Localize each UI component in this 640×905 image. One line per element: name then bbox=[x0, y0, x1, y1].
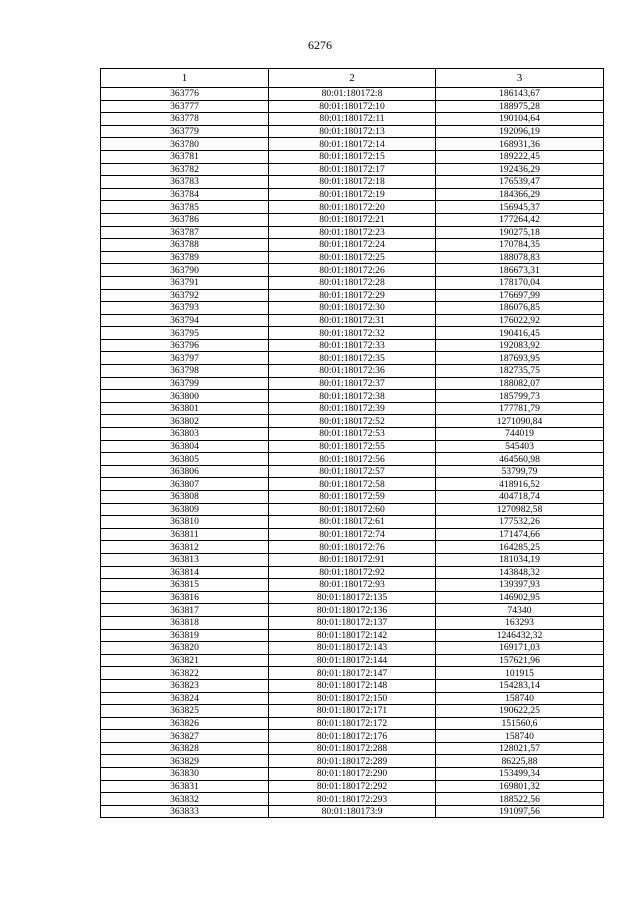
row-number-cell: 363793 bbox=[101, 302, 269, 315]
row-number-cell: 363833 bbox=[101, 805, 269, 818]
value-cell: 188522,56 bbox=[436, 793, 604, 806]
row-number-cell: 363825 bbox=[101, 705, 269, 718]
table-row bbox=[101, 780, 604, 793]
value-cell: 192436,29 bbox=[436, 163, 604, 176]
row-number-cell: 363784 bbox=[101, 188, 269, 201]
value-cell: 186673,31 bbox=[436, 264, 604, 277]
table-row bbox=[101, 793, 604, 806]
row-number-cell: 363807 bbox=[101, 478, 269, 491]
value-cell: 169171,03 bbox=[436, 642, 604, 655]
cadastral-number-cell: 80:01:180172:137 bbox=[269, 616, 436, 629]
row-number-cell: 363800 bbox=[101, 390, 269, 403]
value-cell: 188082,07 bbox=[436, 377, 604, 390]
table-row bbox=[101, 642, 604, 655]
table-row bbox=[101, 138, 604, 151]
cadastral-number-cell: 80:01:180172:35 bbox=[269, 352, 436, 365]
value-cell: 181034,19 bbox=[436, 553, 604, 566]
row-number-cell: 363806 bbox=[101, 465, 269, 478]
value-cell: 188078,83 bbox=[436, 251, 604, 264]
cadastral-number-cell: 80:01:180172:14 bbox=[269, 138, 436, 151]
value-cell: 176022,92 bbox=[436, 314, 604, 327]
cadastral-number-cell: 80:01:180172:28 bbox=[269, 276, 436, 289]
row-number-cell: 363794 bbox=[101, 314, 269, 327]
value-cell: 176697,99 bbox=[436, 289, 604, 302]
value-cell: 143848,32 bbox=[436, 566, 604, 579]
cadastral-number-cell: 80:01:180172:21 bbox=[269, 213, 436, 226]
row-number-cell: 363820 bbox=[101, 642, 269, 655]
row-number-cell: 363824 bbox=[101, 692, 269, 705]
value-cell: 184366,29 bbox=[436, 188, 604, 201]
row-number-cell: 363778 bbox=[101, 113, 269, 126]
cadastral-number-cell: 80:01:180172:142 bbox=[269, 629, 436, 642]
cadastral-number-cell: 80:01:180172:15 bbox=[269, 150, 436, 163]
value-cell: 418916,52 bbox=[436, 478, 604, 491]
value-cell: 177781,79 bbox=[436, 402, 604, 415]
table-row bbox=[101, 465, 604, 478]
row-number-cell: 363799 bbox=[101, 377, 269, 390]
table-row bbox=[101, 125, 604, 138]
cadastral-number-cell: 80:01:180172:18 bbox=[269, 176, 436, 189]
table-row bbox=[101, 251, 604, 264]
table-row bbox=[101, 616, 604, 629]
row-number-cell: 363805 bbox=[101, 453, 269, 466]
row-number-cell: 363813 bbox=[101, 553, 269, 566]
table-row bbox=[101, 314, 604, 327]
row-number-cell: 363802 bbox=[101, 415, 269, 428]
cadastral-number-cell: 80:01:180172:37 bbox=[269, 377, 436, 390]
table-row bbox=[101, 717, 604, 730]
row-number-cell: 363830 bbox=[101, 768, 269, 781]
table-row bbox=[101, 226, 604, 239]
value-cell: 171474,66 bbox=[436, 528, 604, 541]
row-number-cell: 363783 bbox=[101, 176, 269, 189]
cadastral-number-cell: 80:01:180172:176 bbox=[269, 730, 436, 743]
table-row bbox=[101, 377, 604, 390]
table-row bbox=[101, 415, 604, 428]
value-cell: 189222,45 bbox=[436, 150, 604, 163]
value-cell: 86225,88 bbox=[436, 755, 604, 768]
value-cell: 186143,67 bbox=[436, 88, 604, 101]
table-row bbox=[101, 163, 604, 176]
row-number-cell: 363822 bbox=[101, 667, 269, 680]
cadastral-number-cell: 80:01:180172:61 bbox=[269, 516, 436, 529]
row-number-cell: 363797 bbox=[101, 352, 269, 365]
row-number-cell: 363832 bbox=[101, 793, 269, 806]
cadastral-number-cell: 80:01:180172:13 bbox=[269, 125, 436, 138]
cadastral-number-cell: 80:01:180172:23 bbox=[269, 226, 436, 239]
value-cell: 192083,92 bbox=[436, 339, 604, 352]
table-row bbox=[101, 667, 604, 680]
table-row bbox=[101, 516, 604, 529]
cadastral-number-cell: 80:01:180172:290 bbox=[269, 768, 436, 781]
value-cell: 190104,64 bbox=[436, 113, 604, 126]
cadastral-number-cell: 80:01:180172:11 bbox=[269, 113, 436, 126]
table-row bbox=[101, 289, 604, 302]
value-cell: 153499,34 bbox=[436, 768, 604, 781]
cadastral-number-cell: 80:01:180172:144 bbox=[269, 654, 436, 667]
table-row bbox=[101, 629, 604, 642]
row-number-cell: 363804 bbox=[101, 440, 269, 453]
table-row bbox=[101, 705, 604, 718]
row-number-cell: 363810 bbox=[101, 516, 269, 529]
table-row bbox=[101, 541, 604, 554]
table-row bbox=[101, 365, 604, 378]
cadastral-number-cell: 80:01:180172:31 bbox=[269, 314, 436, 327]
row-number-cell: 363829 bbox=[101, 755, 269, 768]
cadastral-number-cell: 80:01:180172:38 bbox=[269, 390, 436, 403]
row-number-cell: 363780 bbox=[101, 138, 269, 151]
value-cell: 185799,73 bbox=[436, 390, 604, 403]
cadastral-number-cell: 80:01:180172:150 bbox=[269, 692, 436, 705]
value-cell: 177264,42 bbox=[436, 213, 604, 226]
row-number-cell: 363815 bbox=[101, 579, 269, 592]
value-cell: 169801,32 bbox=[436, 780, 604, 793]
value-cell: 154283,14 bbox=[436, 679, 604, 692]
column-header-2: 2 bbox=[269, 69, 436, 88]
row-number-cell: 363781 bbox=[101, 150, 269, 163]
cadastral-number-cell: 80:01:180172:19 bbox=[269, 188, 436, 201]
row-number-cell: 363823 bbox=[101, 679, 269, 692]
cadastral-number-cell: 80:01:180172:60 bbox=[269, 503, 436, 516]
table-row bbox=[101, 566, 604, 579]
value-cell: 191097,56 bbox=[436, 805, 604, 818]
table-row bbox=[101, 264, 604, 277]
table-row bbox=[101, 339, 604, 352]
page-number: 6276 bbox=[308, 38, 332, 52]
cadastral-number-cell: 80:01:180172:20 bbox=[269, 201, 436, 214]
table-body bbox=[101, 88, 604, 818]
table-row bbox=[101, 176, 604, 189]
row-number-cell: 363827 bbox=[101, 730, 269, 743]
table-row bbox=[101, 553, 604, 566]
cadastral-number-cell: 80:01:180172:26 bbox=[269, 264, 436, 277]
value-cell: 178170,04 bbox=[436, 276, 604, 289]
cadastral-number-cell: 80:01:180172:59 bbox=[269, 491, 436, 504]
value-cell: 190416,45 bbox=[436, 327, 604, 340]
row-number-cell: 363828 bbox=[101, 742, 269, 755]
cadastral-number-cell: 80:01:180172:39 bbox=[269, 402, 436, 415]
row-number-cell: 363790 bbox=[101, 264, 269, 277]
cadastral-number-cell: 80:01:180172:293 bbox=[269, 793, 436, 806]
value-cell: 176539,47 bbox=[436, 176, 604, 189]
table-row bbox=[101, 113, 604, 126]
table-row bbox=[101, 150, 604, 163]
table-row bbox=[101, 440, 604, 453]
value-cell: 545403 bbox=[436, 440, 604, 453]
value-cell: 464560,98 bbox=[436, 453, 604, 466]
table-row bbox=[101, 327, 604, 340]
cadastral-number-cell: 80:01:180172:24 bbox=[269, 239, 436, 252]
value-cell: 139397,93 bbox=[436, 579, 604, 592]
registry-table bbox=[100, 68, 604, 818]
row-number-cell: 363785 bbox=[101, 201, 269, 214]
cadastral-number-cell: 80:01:180172:32 bbox=[269, 327, 436, 340]
table-row bbox=[101, 591, 604, 604]
cadastral-number-cell: 80:01:180172:76 bbox=[269, 541, 436, 554]
value-cell: 158740 bbox=[436, 692, 604, 705]
table-row bbox=[101, 730, 604, 743]
row-number-cell: 363789 bbox=[101, 251, 269, 264]
value-cell: 158740 bbox=[436, 730, 604, 743]
table-row bbox=[101, 742, 604, 755]
table-row bbox=[101, 88, 604, 101]
cadastral-number-cell: 80:01:180172:93 bbox=[269, 579, 436, 592]
row-number-cell: 363816 bbox=[101, 591, 269, 604]
cadastral-number-cell: 80:01:180172:29 bbox=[269, 289, 436, 302]
table-row bbox=[101, 453, 604, 466]
value-cell: 170784,35 bbox=[436, 239, 604, 252]
cadastral-number-cell: 80:01:180172:8 bbox=[269, 88, 436, 101]
value-cell: 188975,28 bbox=[436, 100, 604, 113]
cadastral-number-cell: 80:01:180172:91 bbox=[269, 553, 436, 566]
row-number-cell: 363792 bbox=[101, 289, 269, 302]
value-cell: 157621,96 bbox=[436, 654, 604, 667]
row-number-cell: 363777 bbox=[101, 100, 269, 113]
cadastral-number-cell: 80:01:180172:288 bbox=[269, 742, 436, 755]
row-number-cell: 363801 bbox=[101, 402, 269, 415]
value-cell: 744019 bbox=[436, 428, 604, 441]
row-number-cell: 363819 bbox=[101, 629, 269, 642]
row-number-cell: 363776 bbox=[101, 88, 269, 101]
row-number-cell: 363798 bbox=[101, 365, 269, 378]
row-number-cell: 363796 bbox=[101, 339, 269, 352]
row-number-cell: 363812 bbox=[101, 541, 269, 554]
table-row bbox=[101, 579, 604, 592]
table-row bbox=[101, 755, 604, 768]
cadastral-number-cell: 80:01:180172:292 bbox=[269, 780, 436, 793]
value-cell: 187693,95 bbox=[436, 352, 604, 365]
value-cell: 1271090,84 bbox=[436, 415, 604, 428]
value-cell: 404718,74 bbox=[436, 491, 604, 504]
table-row bbox=[101, 528, 604, 541]
table-row bbox=[101, 604, 604, 617]
row-number-cell: 363809 bbox=[101, 503, 269, 516]
row-number-cell: 363821 bbox=[101, 654, 269, 667]
table-row bbox=[101, 768, 604, 781]
value-cell: 190622,25 bbox=[436, 705, 604, 718]
cadastral-number-cell: 80:01:180172:58 bbox=[269, 478, 436, 491]
table-row bbox=[101, 100, 604, 113]
value-cell: 190275,18 bbox=[436, 226, 604, 239]
value-cell: 192096,19 bbox=[436, 125, 604, 138]
table-header-row bbox=[101, 69, 604, 88]
value-cell: 163293 bbox=[436, 616, 604, 629]
cadastral-number-cell: 80:01:180172:172 bbox=[269, 717, 436, 730]
table-row bbox=[101, 390, 604, 403]
row-number-cell: 363814 bbox=[101, 566, 269, 579]
value-cell: 53799,79 bbox=[436, 465, 604, 478]
table-row bbox=[101, 478, 604, 491]
value-cell: 186076,85 bbox=[436, 302, 604, 315]
cadastral-number-cell: 80:01:180172:25 bbox=[269, 251, 436, 264]
cadastral-number-cell: 80:01:180172:53 bbox=[269, 428, 436, 441]
value-cell: 1270982,58 bbox=[436, 503, 604, 516]
cadastral-number-cell: 80:01:180172:289 bbox=[269, 755, 436, 768]
cadastral-number-cell: 80:01:180172:92 bbox=[269, 566, 436, 579]
row-number-cell: 363808 bbox=[101, 491, 269, 504]
cadastral-number-cell: 80:01:180172:143 bbox=[269, 642, 436, 655]
cadastral-number-cell: 80:01:180172:147 bbox=[269, 667, 436, 680]
table-row bbox=[101, 276, 604, 289]
value-cell: 1246432,32 bbox=[436, 629, 604, 642]
cadastral-number-cell: 80:01:180172:135 bbox=[269, 591, 436, 604]
cadastral-number-cell: 80:01:180172:30 bbox=[269, 302, 436, 315]
column-header-1: 1 bbox=[101, 69, 269, 88]
table-row bbox=[101, 805, 604, 818]
table-row bbox=[101, 679, 604, 692]
table-row bbox=[101, 402, 604, 415]
cadastral-number-cell: 80:01:180172:36 bbox=[269, 365, 436, 378]
value-cell: 146902,95 bbox=[436, 591, 604, 604]
row-number-cell: 363803 bbox=[101, 428, 269, 441]
table-row bbox=[101, 428, 604, 441]
row-number-cell: 363795 bbox=[101, 327, 269, 340]
value-cell: 156945,37 bbox=[436, 201, 604, 214]
value-cell: 168931,36 bbox=[436, 138, 604, 151]
value-cell: 151560,6 bbox=[436, 717, 604, 730]
row-number-cell: 363787 bbox=[101, 226, 269, 239]
value-cell: 74340 bbox=[436, 604, 604, 617]
table-row bbox=[101, 503, 604, 516]
table-row bbox=[101, 654, 604, 667]
cadastral-number-cell: 80:01:180172:57 bbox=[269, 465, 436, 478]
cadastral-number-cell: 80:01:180172:33 bbox=[269, 339, 436, 352]
row-number-cell: 363782 bbox=[101, 163, 269, 176]
row-number-cell: 363788 bbox=[101, 239, 269, 252]
row-number-cell: 363817 bbox=[101, 604, 269, 617]
table-row bbox=[101, 239, 604, 252]
row-number-cell: 363818 bbox=[101, 616, 269, 629]
cadastral-number-cell: 80:01:180172:56 bbox=[269, 453, 436, 466]
table-row bbox=[101, 491, 604, 504]
table-row bbox=[101, 188, 604, 201]
cadastral-number-cell: 80:01:180173:9 bbox=[269, 805, 436, 818]
cadastral-number-cell: 80:01:180172:148 bbox=[269, 679, 436, 692]
row-number-cell: 363791 bbox=[101, 276, 269, 289]
value-cell: 128021,57 bbox=[436, 742, 604, 755]
row-number-cell: 363779 bbox=[101, 125, 269, 138]
row-number-cell: 363831 bbox=[101, 780, 269, 793]
table-row bbox=[101, 302, 604, 315]
table-row bbox=[101, 352, 604, 365]
value-cell: 182735,75 bbox=[436, 365, 604, 378]
row-number-cell: 363811 bbox=[101, 528, 269, 541]
row-number-cell: 363826 bbox=[101, 717, 269, 730]
table-row bbox=[101, 201, 604, 214]
cadastral-number-cell: 80:01:180172:136 bbox=[269, 604, 436, 617]
table-row bbox=[101, 213, 604, 226]
column-header-3: 3 bbox=[436, 69, 604, 88]
value-cell: 177532,26 bbox=[436, 516, 604, 529]
value-cell: 164285,25 bbox=[436, 541, 604, 554]
cadastral-number-cell: 80:01:180172:74 bbox=[269, 528, 436, 541]
table-row bbox=[101, 692, 604, 705]
cadastral-number-cell: 80:01:180172:52 bbox=[269, 415, 436, 428]
value-cell: 101915 bbox=[436, 667, 604, 680]
cadastral-number-cell: 80:01:180172:17 bbox=[269, 163, 436, 176]
row-number-cell: 363786 bbox=[101, 213, 269, 226]
cadastral-number-cell: 80:01:180172:10 bbox=[269, 100, 436, 113]
cadastral-number-cell: 80:01:180172:55 bbox=[269, 440, 436, 453]
cadastral-number-cell: 80:01:180172:171 bbox=[269, 705, 436, 718]
